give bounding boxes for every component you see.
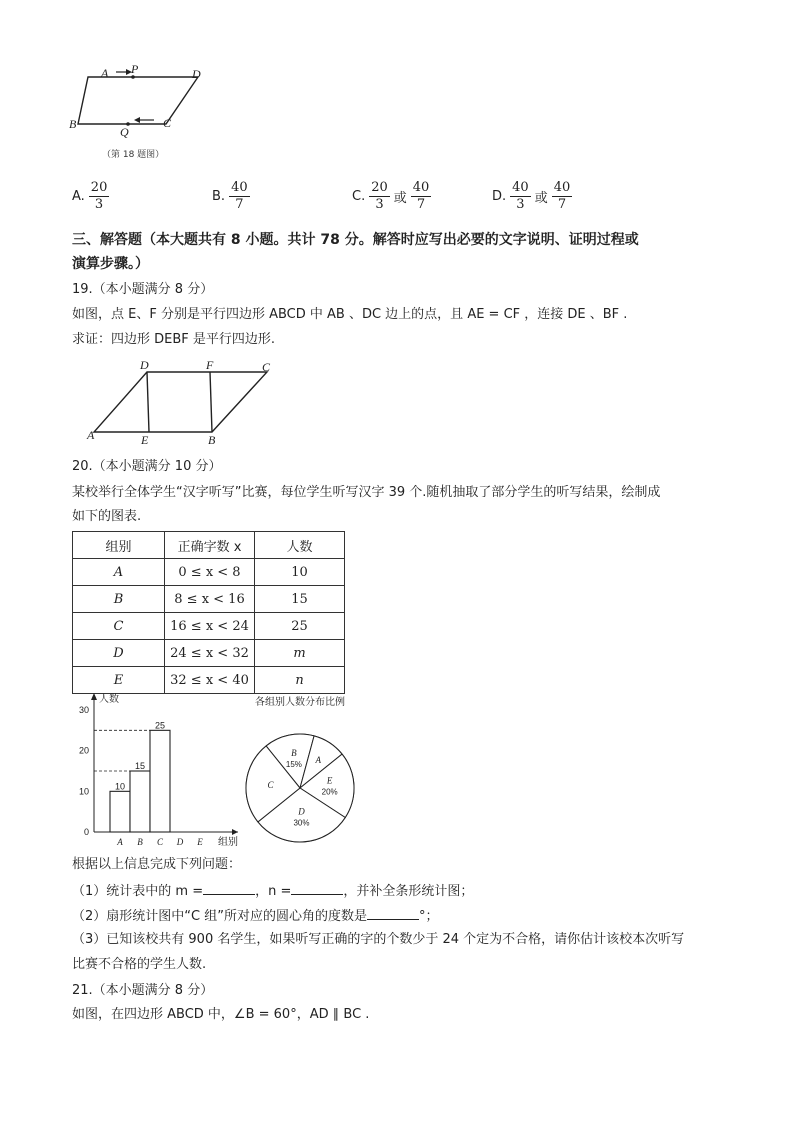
arrowhead-q <box>134 117 140 123</box>
figure-19 <box>82 356 282 448</box>
cell-range: 0 ≤ x < 8 <box>165 559 255 586</box>
y-axis-arrow <box>91 693 97 700</box>
bar-value-label: 25 <box>154 720 166 731</box>
q20-intro: 某校举行全体学生“汉字听写”比赛，每位学生听写汉字 39 个.随机抽取了部分学生的听写结果，绘制成 <box>72 485 661 500</box>
label-b: B <box>69 117 77 131</box>
table-header-row <box>73 532 345 559</box>
x-axis-label: 组别 <box>218 837 238 848</box>
cell-group: A <box>73 559 165 586</box>
cell-range: 16 ≤ x < 24 <box>165 613 255 640</box>
y-tick-label: 0 <box>83 827 89 837</box>
option-letter: A. <box>72 188 85 204</box>
parallelogram-abcd <box>94 372 267 432</box>
cell-count: m <box>255 640 345 667</box>
pie-slice-label: C <box>267 779 274 790</box>
table-row <box>73 559 345 586</box>
answer-blank-angle[interactable] <box>367 905 419 920</box>
label-f: F <box>206 358 214 372</box>
x-tick-label: E <box>197 837 203 847</box>
answer-blank-m[interactable] <box>203 880 255 895</box>
label-a: A <box>101 66 109 80</box>
q20-sub3: （3）已知该校共有 900 名学生，如果听写正确的字的个数少于 24 个定为不合格，请你估计该校本次听写 <box>72 932 685 947</box>
cell-group: C <box>73 613 165 640</box>
fraction: $\frac{40}{3}$ <box>512 179 529 212</box>
cell-count: 10 <box>255 559 345 586</box>
bar <box>150 730 170 832</box>
table-row <box>73 640 345 667</box>
option-joiner: 或 <box>534 190 548 206</box>
fraction: $\frac{20}{3}$ <box>371 179 388 212</box>
q19-prove: 求证：四边形 DEBF 是平行四边形. <box>72 332 276 347</box>
statistics-table <box>72 531 345 694</box>
fraction: $\frac{40}{7}$ <box>553 179 571 212</box>
label-p: P <box>131 62 139 76</box>
bar-value-label: 10 <box>114 781 126 792</box>
header-people: 人数 <box>255 532 345 559</box>
label-c: C <box>163 116 172 130</box>
y-tick-label: 20 <box>78 745 89 756</box>
pie-slice-label: B <box>291 747 297 758</box>
cell-group: E <box>73 667 165 694</box>
q20-sub2 <box>72 905 438 927</box>
bar-chart <box>66 690 246 850</box>
segment-de <box>147 372 149 432</box>
pie-slice-label: E <box>326 775 333 786</box>
option-a[interactable] <box>72 176 109 216</box>
bar <box>130 771 150 832</box>
sub1-text-b: ，n = <box>255 884 292 899</box>
cell-range: 8 ≤ x < 16 <box>165 586 255 613</box>
pie-slice-label: D <box>298 806 305 817</box>
cell-range: 32 ≤ x < 40 <box>165 667 255 694</box>
option-b[interactable] <box>212 176 250 216</box>
q19-header: 19.（本小题满分 8 分） <box>72 282 214 297</box>
sub1-text-a: （1）统计表中的 m = <box>72 884 204 899</box>
q20-sub3-cont: 比赛不合格的学生人数. <box>72 957 207 972</box>
fraction: $\frac{40}{7}$ <box>231 179 248 212</box>
q21-header: 21.（本小题满分 8 分） <box>72 983 214 998</box>
label-d: D <box>140 358 149 372</box>
q20-instructions: 根据以上信息完成下列问题： <box>72 857 242 872</box>
pie-slice-percent: 30% <box>293 818 310 828</box>
option-letter: D. <box>492 188 507 204</box>
answer-blank-n[interactable] <box>291 880 343 895</box>
section-heading-cont: 演算步骤。） <box>72 256 149 272</box>
header-correct-count: 正确字数 x <box>165 532 255 559</box>
q21-statement: 如图，在四边形 ABCD 中，∠B = 60°，AD ∥ BC . <box>72 1007 370 1022</box>
cell-group: D <box>73 640 165 667</box>
bar-value-label: 15 <box>134 761 146 771</box>
x-tick-label: A <box>117 837 123 847</box>
table-row <box>73 586 345 613</box>
cell-count: 15 <box>255 586 345 613</box>
option-c[interactable] <box>352 176 431 216</box>
pie-chart <box>236 690 366 848</box>
segment-bf <box>210 372 212 432</box>
label-q: Q <box>120 125 129 139</box>
label-c: C <box>262 360 271 374</box>
fraction: $\frac{40}{7}$ <box>412 179 430 212</box>
cell-count: n <box>255 667 345 694</box>
sub1-text-c: ，并补全条形统计图； <box>343 884 474 899</box>
fraction: $\frac{20}{3}$ <box>90 179 108 212</box>
y-tick-label: 10 <box>78 786 89 797</box>
label-d: D <box>192 67 201 81</box>
y-tick-label: 30 <box>78 705 89 715</box>
x-tick-label: C <box>156 837 164 847</box>
x-tick-label: D <box>176 837 184 847</box>
pie-slice-percent: 20% <box>321 787 338 797</box>
q20-header: 20.（本小题满分 10 分） <box>72 459 222 474</box>
option-letter: C. <box>352 188 366 204</box>
cell-count: 25 <box>255 613 345 640</box>
sub2-text-a: （2）扇形统计图中“C 组”所对应的圆心角的度数是 <box>72 909 367 924</box>
sub2-text-b: °； <box>418 909 439 924</box>
cell-group: B <box>73 586 165 613</box>
section-heading: 三、解答题（本大题共有 8 小题。共计 78 分。解答时应写出必要的文字说明、证明过程或 <box>72 232 639 248</box>
option-joiner: 或 <box>393 190 407 206</box>
q19-statement: 如图，点 E、F 分别是平行四边形 ABCD 中 AB 、DC 边上的点，且 AE = CF ，连接 DE 、BF . <box>72 307 628 322</box>
label-b: B <box>208 433 216 447</box>
pie-slice-label: A <box>315 754 322 765</box>
x-tick-label: B <box>137 837 143 847</box>
q20-sub1 <box>72 880 473 902</box>
option-letter: B. <box>212 188 226 204</box>
pie-slice-percent: 15% <box>285 759 302 769</box>
label-a: A <box>87 428 95 442</box>
label-e: E <box>141 433 149 447</box>
table-row <box>73 613 345 640</box>
option-d[interactable] <box>492 176 572 216</box>
bar <box>110 791 130 832</box>
figure-18-caption: （第 18 题图） <box>102 150 165 160</box>
header-group: 组别 <box>73 532 165 559</box>
cell-range: 24 ≤ x < 32 <box>165 640 255 667</box>
y-axis-label: 人数 <box>99 694 119 705</box>
q20-intro-cont: 如下的图表. <box>72 509 142 524</box>
figure-18 <box>66 60 216 140</box>
parallelogram-abcd <box>78 77 198 124</box>
pie-title: 各组别人数分布比例 <box>255 697 345 708</box>
